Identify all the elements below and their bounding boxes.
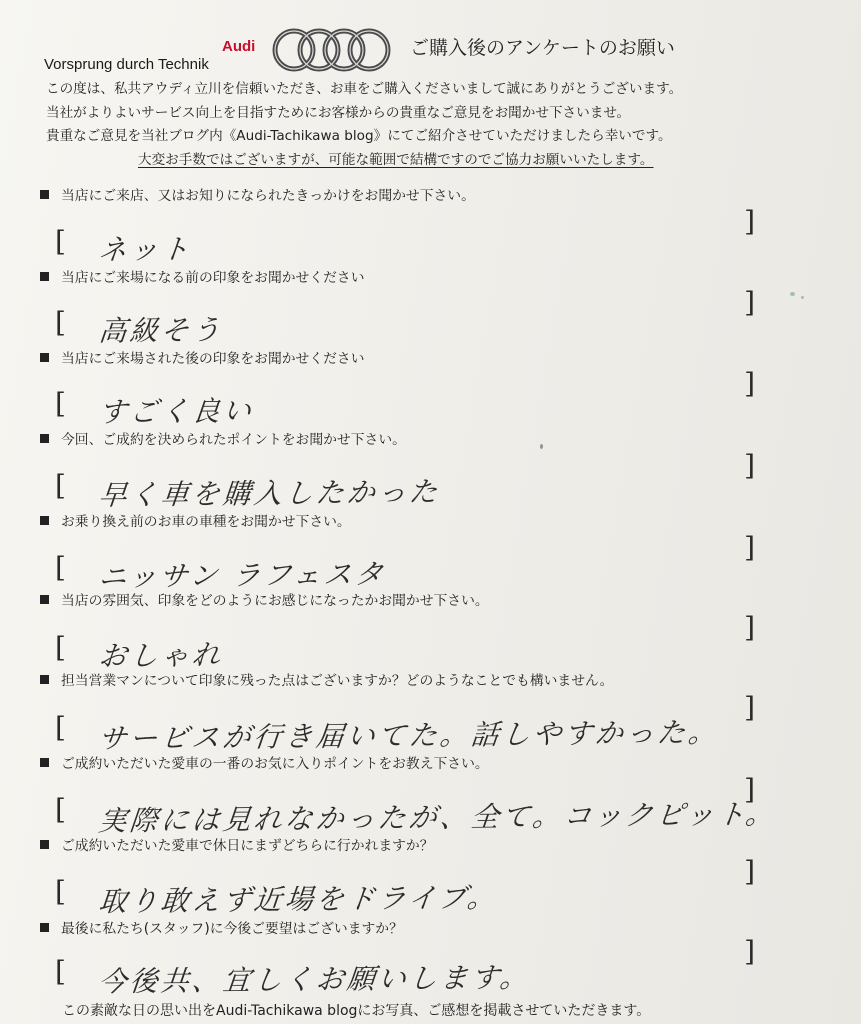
question-text: 当店にご来店、又はお知りになられたきっかけをお聞かせ下さい。 <box>61 188 475 204</box>
handwritten-answer: 取り敢えず近場をドライブ。 <box>97 880 500 919</box>
question-text: ご成約いただいた愛車で休日にまずどちらに行かれますか？ <box>61 838 434 854</box>
question-4 <box>40 428 406 448</box>
bullet-square-icon <box>40 595 49 604</box>
open-bracket: [ <box>55 875 66 908</box>
handwritten-answer: ネット <box>97 232 194 267</box>
close-bracket: ] <box>744 205 755 238</box>
bullet-square-icon <box>40 516 49 525</box>
close-bracket: ] <box>744 691 755 724</box>
question-8 <box>40 752 489 772</box>
open-bracket: [ <box>55 793 66 826</box>
bullet-square-icon <box>40 675 49 684</box>
intro-line: この度は、私共アウディ立川を信頼いただき、お車をご購入くださいまして誠にありがとうございます。 <box>46 81 683 97</box>
answer-10 <box>55 935 755 1004</box>
paper-speck <box>801 296 804 299</box>
handwritten-answer: すごく良い <box>97 394 256 429</box>
question-text: 今回、ご成約を決められたポイントをお聞かせ下さい。 <box>61 432 406 448</box>
question-text: 担当営業マンについて印象に残った点はございますか？どのようなことでも構いません。 <box>61 673 614 689</box>
audi-wordmark: Audi <box>222 38 256 55</box>
survey-title: ご購入後のアンケートのお願い <box>410 37 675 59</box>
question-6 <box>40 589 489 609</box>
paper-speck <box>540 444 543 449</box>
close-bracket: ] <box>744 935 755 968</box>
open-bracket: [ <box>55 631 66 664</box>
open-bracket: [ <box>55 955 66 988</box>
paper-speck <box>790 292 795 296</box>
handwritten-answer: おしゃれ <box>97 638 225 673</box>
question-text: 当店にご来場された後の印象をお聞かせください <box>61 351 365 367</box>
question-10 <box>40 917 403 937</box>
question-text: 当店にご来場になる前の印象をお聞かせください <box>61 270 365 286</box>
close-bracket: ] <box>744 449 755 482</box>
handwritten-answer: サービスが行き届いてた。話しやすかった。 <box>96 715 721 756</box>
intro-line: 当社がよりよいサービス向上を目指すためにお客様からの貴重なご意見をお聞かせ下さいませ。 <box>46 104 631 121</box>
question-2 <box>40 266 365 286</box>
close-bracket: ] <box>744 773 755 806</box>
open-bracket: [ <box>55 306 66 339</box>
bullet-square-icon <box>40 923 49 932</box>
bullet-square-icon <box>40 353 49 362</box>
question-text: 当店の雰囲気、印象をどのようにお感じになったかお聞かせ下さい。 <box>61 593 489 609</box>
handwritten-answer: 早く車を購入したかった <box>97 475 442 512</box>
intro-request-line: 大変お手数ではございますが、可能な範囲で結構ですのでご協力お願いいたします。 <box>138 151 654 168</box>
footer-note: この素敵な日の思い出をAudi-Tachikawa blogにお写真、ご感想を掲載させていただきます。 <box>62 1003 651 1019</box>
brand-slogan: Vorsprung durch Technik <box>44 56 209 73</box>
open-bracket: [ <box>55 469 66 502</box>
question-text: お乗り換え前のお車の車種をお聞かせ下さい。 <box>61 514 351 530</box>
open-bracket: [ <box>55 387 66 420</box>
bullet-square-icon <box>40 272 49 281</box>
handwritten-answer: ニッサン ラフェスタ <box>97 557 388 594</box>
close-bracket: ] <box>744 855 755 888</box>
close-bracket: ] <box>744 286 755 319</box>
handwritten-answer: 今後共、宜しくお願いします。 <box>97 960 533 999</box>
question-5 <box>40 510 351 530</box>
open-bracket: [ <box>55 711 66 744</box>
handwritten-answer: 実際には見れなかったが、全て。コックピット。 <box>96 797 779 838</box>
close-bracket: ] <box>744 367 755 400</box>
question-7 <box>40 669 613 689</box>
open-bracket: [ <box>55 225 66 258</box>
question-text: ご成約いただいた愛車の一番のお気に入りポイントをお教え下さい。 <box>61 756 489 772</box>
question-3 <box>40 347 365 367</box>
bullet-square-icon <box>40 434 49 443</box>
close-bracket: ] <box>744 531 755 564</box>
handwritten-answer: 高級そう <box>97 313 225 348</box>
audi-rings-logo <box>270 26 394 74</box>
intro-text <box>46 78 682 172</box>
open-bracket: [ <box>55 551 66 584</box>
bullet-square-icon <box>40 190 49 199</box>
intro-line: 貴重なご意見を当社ブログ内《Audi-Tachikawa blog》にてご紹介させていただけましたら幸いです。 <box>46 128 672 144</box>
question-9 <box>40 834 434 854</box>
bullet-square-icon <box>40 840 49 849</box>
question-1 <box>40 184 475 204</box>
close-bracket: ] <box>744 611 755 644</box>
question-text: 最後に私たち(スタッフ)に今後ご要望はございますか？ <box>61 921 403 937</box>
bullet-square-icon <box>40 758 49 767</box>
